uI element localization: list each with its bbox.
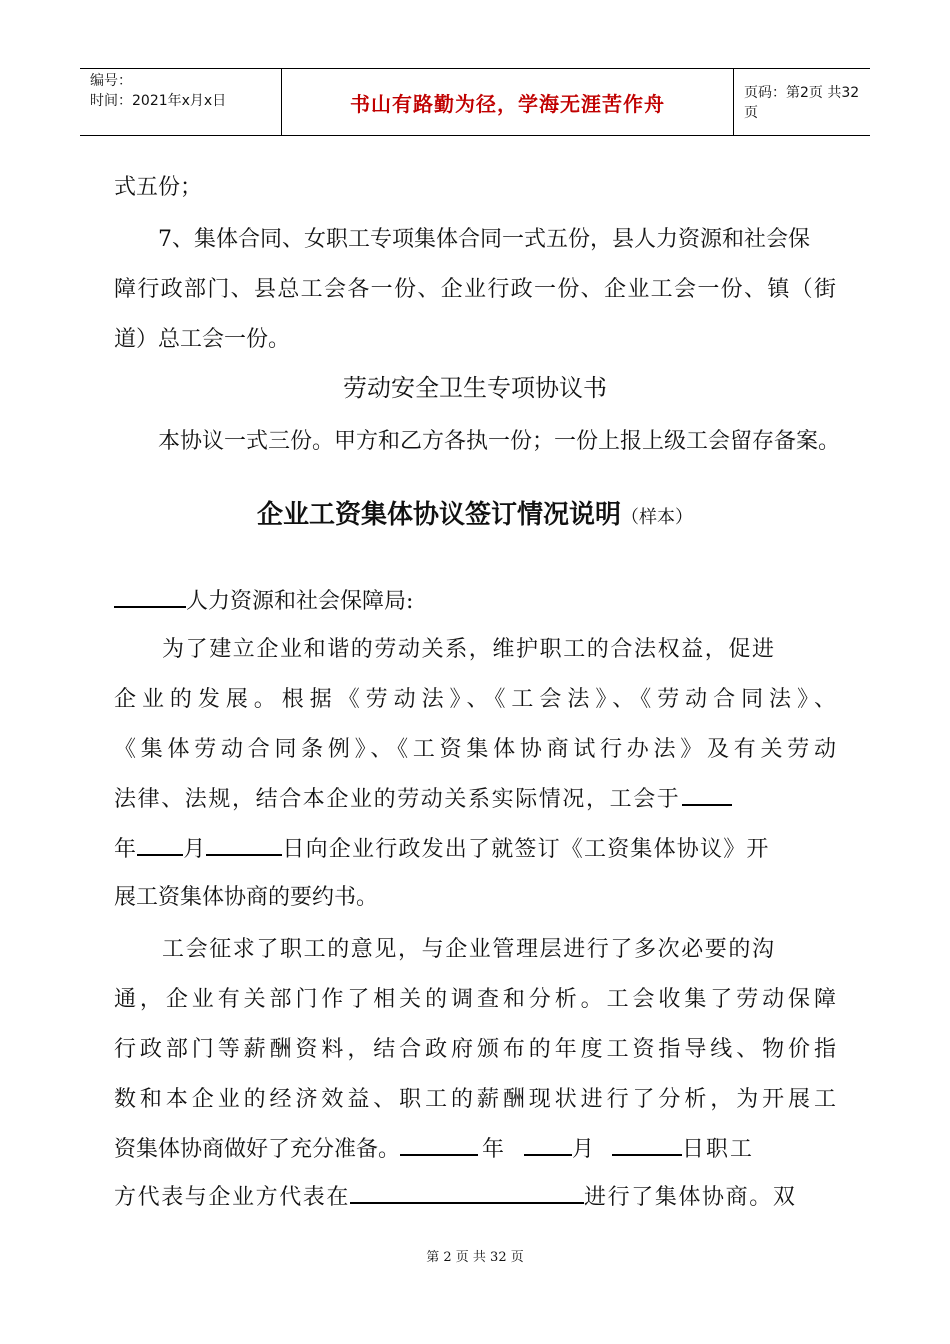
section-title: 劳动安全卫生专项协议书	[343, 374, 607, 402]
text-segment: 方代表与企业方代表在	[114, 1185, 351, 1210]
blank-underline	[682, 784, 732, 806]
text-segment: 年	[114, 837, 138, 862]
page-footer: 第 2 页 共 32 页	[426, 1250, 524, 1265]
blank-underline	[612, 1134, 682, 1156]
number-label: 编号：	[90, 73, 132, 89]
document-title-text: 企业工资集体协议签订情况说明	[256, 500, 621, 530]
header-left-cell	[80, 69, 282, 135]
document-title	[0, 494, 950, 531]
text-line: 本协议一式三份。甲方和乙方各执一份；一份上报上级工会留存备案。	[158, 429, 841, 454]
text-segment: 月	[572, 1137, 595, 1162]
text-line	[114, 782, 732, 813]
blank-underline	[524, 1134, 572, 1156]
text-segment: 日职工	[682, 1137, 755, 1162]
text-line	[114, 1132, 754, 1163]
text-segment: 月	[183, 837, 207, 862]
addressee-text: 人力资源和社会保障局:	[186, 589, 414, 614]
text-segment: 进行了集体协商。双	[584, 1185, 797, 1210]
motto-text: 书山有路勤为径，学海无涯苦作舟	[350, 91, 665, 116]
text-line: 式五份；	[114, 175, 203, 200]
time-label: 时间：2021年x月x日	[90, 93, 227, 109]
text-segment: 资集体协商做好了充分准备。	[114, 1137, 401, 1162]
blank-underline	[137, 834, 183, 856]
text-line: 通，企业有关部门作了相关的调查和分析。工会收集了劳动保障	[114, 987, 836, 1012]
text-line: 企业的发展。根据《劳动法》、《工会法》、《劳动合同法》、	[114, 687, 836, 712]
addressee-line	[114, 584, 413, 615]
text-line: 行政部门等薪酬资料，结合政府颁布的年度工资指导线、物价指	[114, 1037, 836, 1062]
text-line: 7、集体合同、女职工专项集体合同一式五份，县人力资源和社会保	[158, 227, 810, 252]
text-line: 展工资集体协商的要约书。	[114, 885, 379, 910]
text-line: 工会征求了职工的意见，与企业管理层进行了多次必要的沟	[162, 937, 776, 962]
text-line: 《集体劳动合同条例》、《工资集体协商试行办法》及有关劳动	[114, 737, 836, 762]
text-segment: 年	[482, 1137, 505, 1162]
document-title-note: （样本）	[621, 507, 693, 528]
text-line	[114, 832, 770, 863]
text-segment: 法律、法规，结合本企业的劳动关系实际情况，工会于	[114, 787, 681, 812]
blank-underline	[206, 834, 282, 856]
text-line: 障行政部门、县总工会各一份、企业行政一份、企业工会一份、镇（街	[114, 277, 836, 302]
text-line: 道）总工会一份。	[114, 327, 291, 352]
blank-underline	[114, 586, 186, 608]
text-line: 数和本企业的经济效益、职工的薪酬现状进行了分析，为开展工	[114, 1087, 836, 1112]
header-motto-cell	[282, 69, 734, 135]
blank-underline	[350, 1182, 584, 1204]
text-line	[114, 1180, 796, 1211]
blank-underline	[400, 1134, 478, 1156]
header-table	[80, 68, 870, 136]
header-page-info: 页码：第2页 共32页	[744, 85, 860, 121]
text-segment: 日向企业行政发出了就签订《工资集体协议》开	[282, 837, 770, 862]
text-line: 为了建立企业和谐的劳动关系，维护职工的合法权益，促进	[162, 637, 776, 662]
